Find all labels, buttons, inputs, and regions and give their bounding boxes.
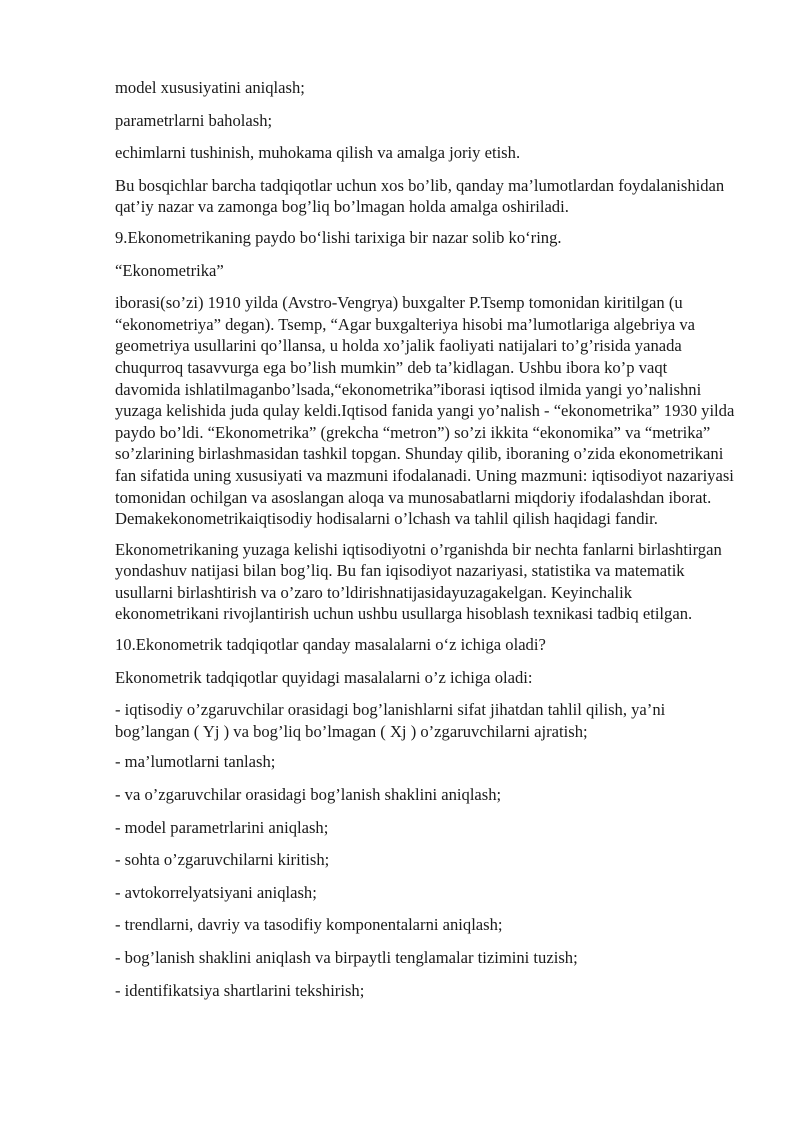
list-item: - avtokorrelyatsiyani aniqlash; [115,882,317,902]
list-item: - ma’lumotlarni tanlash; [115,752,276,772]
paragraph: Ekonometrikaning yuzaga kelishi iqtisodiyotni o’rganishda bir nechta fanlarni birlashtirgan yondashuv natijasi bilan bog’liq. Bu fan iqisodiyot nazariyasi, statistika va matematik usullarni birlashtirish va o’zaro to’ldirishnatijasidayuzagakelgan. Keyinchalik ekonometrikani rivojlantirish uchun ushbu usullarga hisoblash texnikasi tadbiq etilgan. [115,539,722,624]
paragraph: Ekonometrik tadqiqotlar quyidagi masalalarni o’z ichiga oladi: [115,667,533,687]
paragraph: model xususiyatini aniqlash; [115,78,305,97]
list-item: - sohta o’zgaruvchilarni kiritish; [115,850,330,870]
list-item: - trendlarni, davriy va tasodifiy komponentalarni aniqlash; [115,915,503,935]
paragraph: echimlarni tushinish, muhokama qilish va amalga joriy etish. [115,143,521,163]
list-item: - identifikatsiya shartlarini tekshirish; [115,980,365,1000]
list-item: - va o’zgaruvchilar orasidagi bog’lanish shaklini aniqlash; [115,785,502,805]
question-heading: 9.Ekonometrikaning paydo bo‘lishi tarixiga bir nazar solib ko‘ring. [115,227,562,247]
paragraph: iborasi(so’zi) 1910 yilda (Avstro-Vengrya) buxgalter P.Tsemp tomonidan kiritilgan (u “ekonometriya” degan). Tsemp, “Agar buxgalteriya hisobi ma’lumotlariga algebriya va geometriya usullarini qo’llansa, u holda xo’jalik faoliyati natijalari to’g’risida yanada chuqurroq tasavvurga ega bo’lish mumkin” deb ta’kidlagan. Ushbu ibora ko’p vaqt davomida ishlatilmaganbo’lsada,“ekonometrika”iborasi iqtisod ilmida yangi yo’nalishni yuzaga kelishida juda qulay keldi.Iqtisod fanida yangi yo’nalish - “ekonometrika” 1930 yilda paydo bo’ldi. “Ekonometrika” (grekcha “metron”) so’zi ikkita “ekonomika” va “metrika” so’zlarining birlashmasidan tashkil topgan. Shunday qilib, iboraning o’zida ekonometrikani fan sifatida uning xususiyati va mazmuni ifodalanadi. Uning mazmuni: iqtisodiyot nazariyasi tomonidan ochilgan va asoslangan aloqa va munosabatlarni miqdoriy ifodalashdan iborat. Demakekonometrikaiqtisodiy hodisalarni o’lchash va tahlil qilish haqidagi fandir. [115,293,735,529]
paragraph: “Ekonometrika” [115,260,224,280]
list-item: - model parametrlarini aniqlash; [115,817,329,837]
document-body [115,77,735,1012]
paragraph: parametrlarni baholash; [115,110,273,130]
list-item: - iqtisodiy o’zgaruvchilar orasidagi bog’lanishlarni sifat jihatdan tahlil qilish, ya’ni bog’langan ( Yj ) va bog’liq bo’lmagan ( Xj ) o’zgaruvchilarni ajratish; [115,700,666,741]
list-item: - bog’lanish shaklini aniqlash va birpaytli tenglamalar tizimini tuzish; [115,948,578,967]
paragraph: Bu bosqichlar barcha tadqiqotlar uchun xos bo’lib, qanday ma’lumotlardan foydalanishidan qat’iy nazar va zamonga bog’liq bo’lmagan holda amalga oshiriladi. [115,175,725,217]
question-heading: 10.Ekonometrik tadqiqotlar qanday masalalarni o‘z ichiga oladi? [115,635,546,655]
